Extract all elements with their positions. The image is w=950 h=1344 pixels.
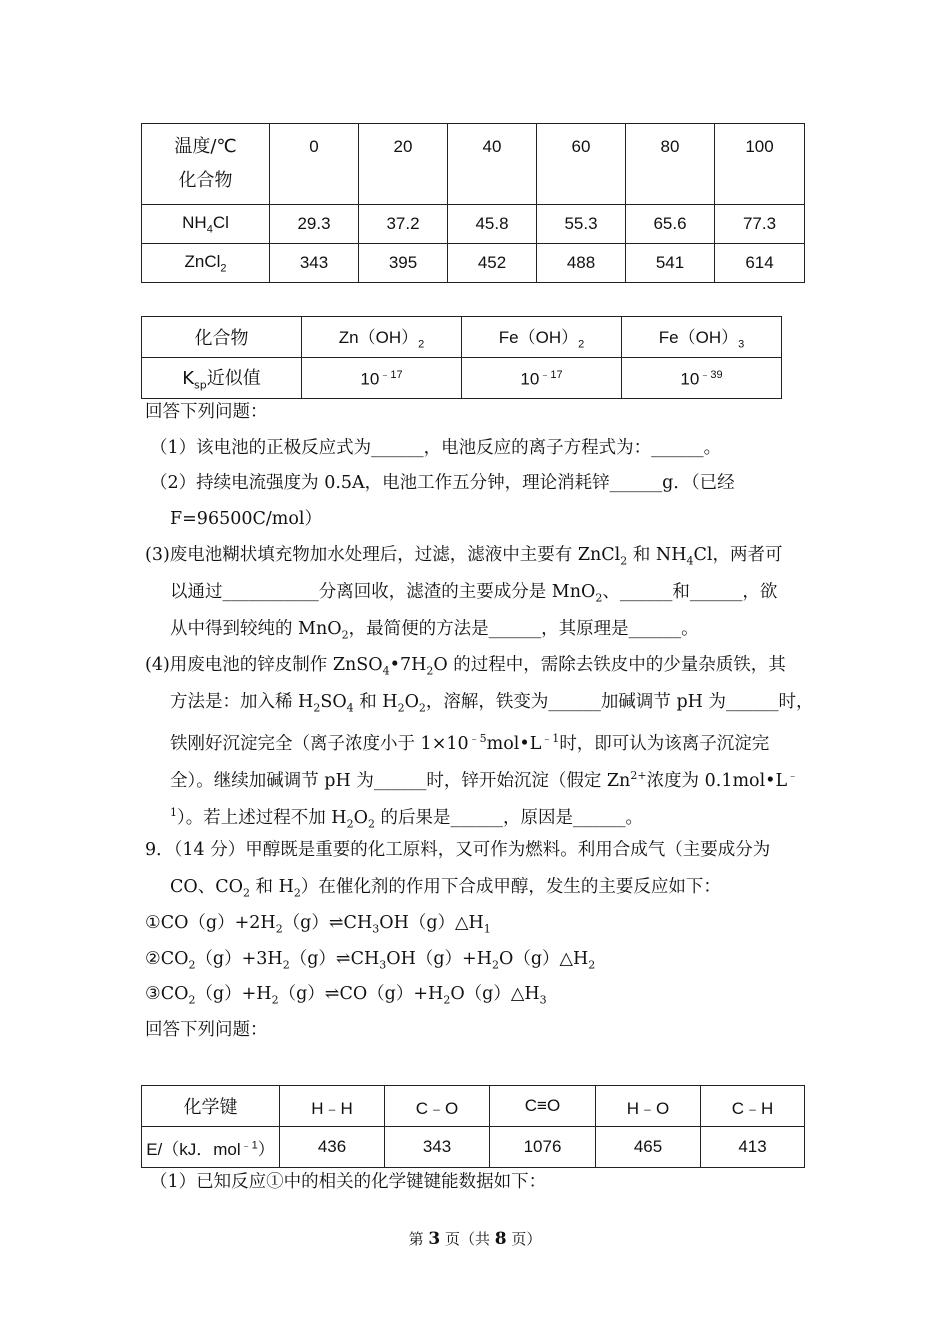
value-cell: 541	[626, 244, 715, 283]
ksp-table	[141, 316, 782, 399]
question-2-cont: F=96500C/mol）	[170, 509, 322, 529]
value-cell: 343	[385, 1127, 490, 1168]
header-cell-corner	[142, 124, 270, 205]
bond-cell: C﹣O	[385, 1086, 490, 1127]
ksp-label-cell: $K_{sp}$近似值	[142, 358, 302, 399]
value-cell: $10^{﹣39}$	[622, 358, 782, 399]
temp-cell: 60	[537, 124, 626, 205]
page-number: 3	[428, 1229, 441, 1249]
question-3-cont: 以通过___________分离回收，滤渣的主要成分是 MnO$_2$、______和______，欲	[170, 582, 778, 605]
question-2: （2）持续电流强度为 0.5A，电池工作五分钟，理论消耗锌______g．（已经	[150, 473, 735, 493]
value-cell: 488	[537, 244, 626, 283]
value-cell: 465	[596, 1127, 701, 1168]
question-4-cont: 铁刚好沉淀完全（离子浓度小于 $1\times 10^{﹣5}mol•L^{﹣1}$时，即可认为该离子沉淀完	[170, 732, 770, 754]
reaction-3: $③CO_2(g)+H_2(g)\rightleftharpoons CO(g)+H_2O(g)\triangle H_3$	[145, 984, 547, 1007]
compound-cell: ZnCl$_2$	[142, 244, 270, 283]
value-cell: 452	[448, 244, 537, 283]
compound-cell: $NH_4Cl$	[142, 205, 270, 244]
value-cell: 1076	[490, 1127, 596, 1168]
value-cell: 343	[270, 244, 359, 283]
question-9-cont: CO、$CO_2$ 和 $H_2$）在催化剂的作用下合成甲醇，发生的主要反应如下：	[170, 877, 721, 900]
header-compound-label: 化合物	[178, 170, 233, 191]
compound-cell: $Zn(OH)_2$	[302, 317, 462, 358]
energy-label-cell: E/（kJ．mol$^{﹣1}$）	[142, 1127, 280, 1168]
question-1: （1）该电池的正极反应式为______，电池反应的离子方程式为：______。	[150, 438, 722, 458]
temp-cell: 80	[626, 124, 715, 205]
value-cell: $10^{﹣17}$	[302, 358, 462, 399]
solubility-table	[141, 123, 805, 283]
temp-cell: 20	[359, 124, 448, 205]
page-footer: 第 3 页（共 8 页）	[408, 1229, 542, 1249]
table-row	[142, 358, 782, 399]
bond-cell: H﹣H	[280, 1086, 385, 1127]
page-total: 8	[494, 1229, 507, 1249]
header-compound-label: 化合物	[142, 317, 302, 358]
reaction-2: $②CO_2(g)+3H_2(g)\rightleftharpoons CH_3OH(g)+H_2O(g)\triangle H_2$	[145, 949, 596, 972]
value-cell: 45.8	[448, 205, 537, 244]
table-row	[142, 1086, 805, 1127]
table-row	[142, 244, 805, 283]
bond-cell: C≡O	[490, 1086, 596, 1127]
answer-prompt: 回答下列问题：	[145, 1020, 268, 1040]
header-bond-label: 化学键	[142, 1086, 280, 1127]
question-3-cont: 从中得到较纯的 MnO$_2$，最简便的方法是______，其原理是______。	[170, 619, 699, 642]
value-cell: $10^{﹣17}$	[462, 358, 622, 399]
temp-cell: 0	[270, 124, 359, 205]
question-4: (4)用废电池的锌皮制作 $ZnSO_4•7H_2O$ 的过程中，需除去铁皮中的少量杂质铁，其	[145, 655, 786, 678]
bond-energy-table	[141, 1085, 805, 1168]
value-cell: 37.2	[359, 205, 448, 244]
question-9: 9．（14 分）甲醇既是重要的化工原料，又可作为燃料。利用合成气（主要成分为	[145, 840, 771, 860]
reaction-1: $①CO(g)+2H_2(g)\rightleftharpoons CH_3OH(g)\triangle H_1$	[145, 913, 491, 936]
table-row	[142, 124, 805, 205]
question-4-cont: $^1$）。若上述过程不加 $H_2O_2$ 的后果是______，原因是______。	[170, 806, 643, 831]
value-cell: 413	[701, 1127, 805, 1168]
table-row	[142, 205, 805, 244]
value-cell: 436	[280, 1127, 385, 1168]
table-row	[142, 1127, 805, 1168]
compound-cell: $Fe(OH)_3$	[622, 317, 782, 358]
bond-cell: C﹣H	[701, 1086, 805, 1127]
table-row	[142, 317, 782, 358]
value-cell: 77.3	[715, 205, 805, 244]
bond-cell: H﹣O	[596, 1086, 701, 1127]
temp-cell: 100	[715, 124, 805, 205]
compound-cell: $Fe(OH)_2$	[462, 317, 622, 358]
question-9-1: （1）已知反应①中的相关的化学键键能数据如下：	[150, 1172, 547, 1192]
value-cell: 65.6	[626, 205, 715, 244]
question-3: (3)废电池糊状填充物加水处理后，过滤，滤液中主要有 ZnCl$_2$ 和 $NH_4Cl$，两者可	[145, 545, 783, 568]
value-cell: 29.3	[270, 205, 359, 244]
question-4-cont: 全）。继续加碱调节 pH 为______时，锌开始沉淀（假定 $Zn^{2+}$浓度为 0.1mol•L﹣	[170, 769, 799, 791]
value-cell: 395	[359, 244, 448, 283]
value-cell: 55.3	[537, 205, 626, 244]
temp-cell: 40	[448, 124, 537, 205]
answer-prompt: 回答下列问题：	[145, 402, 268, 422]
question-4-cont: 方法是：加入稀 $H_2SO_4$ 和 $H_2O_2$，溶解，铁变为______加碱调节 pH 为______时，	[170, 692, 814, 715]
header-temperature-label: 温度/℃	[174, 136, 237, 157]
value-cell: 614	[715, 244, 805, 283]
